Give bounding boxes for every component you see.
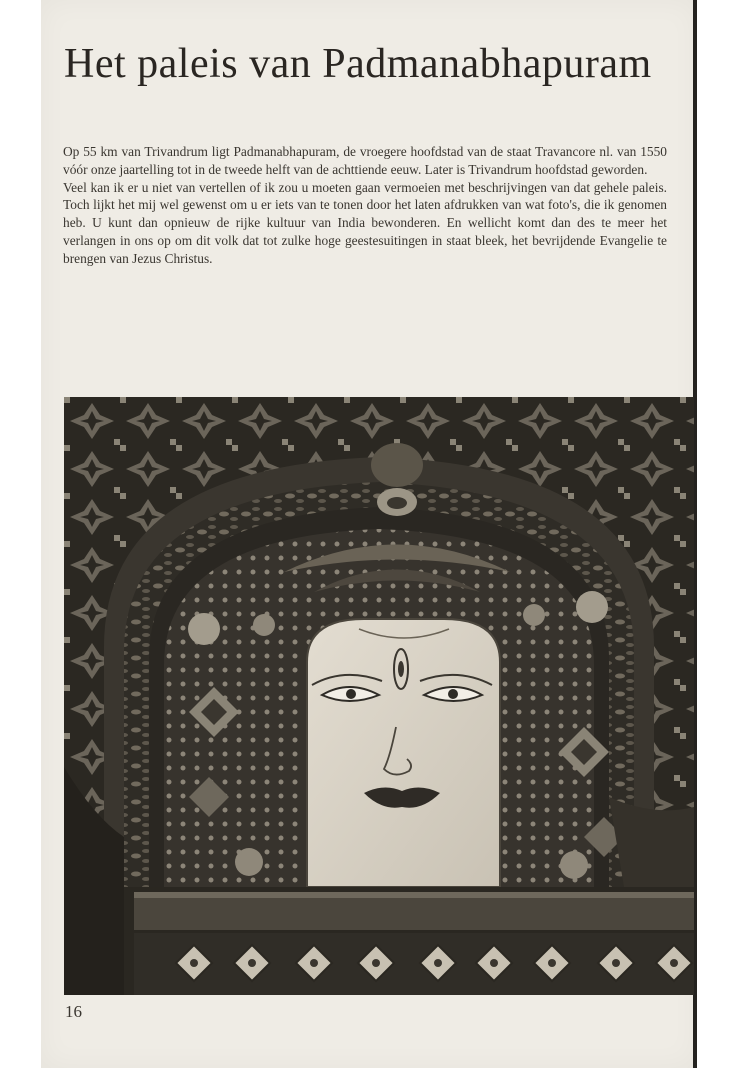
shrine-photograph	[64, 397, 694, 995]
body-text	[63, 143, 667, 268]
page-number: 16	[65, 1002, 82, 1021]
page-title: Het paleis van Padmanabhapuram	[64, 41, 652, 87]
paragraph-2: Veel kan ik er u niet van vertellen of ik zou u moeten gaan vermoeien met beschrijvingen van dat gehele paleis. Toch lijkt het mij wel gewenst om u er iets van te tonen door het laten afdrukken van wat foto's, die ik genomen heb. U kunt dan opnieuw de rijke kultuur van India bewonderen. En wellicht komt dan des te meer het verlangen in ons op om dit volk dat tot zulke hoge geestesuitingen in staat bleek, het bevrijdende Evangelie te brengen van Jezus Christus.	[63, 179, 667, 266]
paragraph-1: Op 55 km van Trivandrum ligt Padmanabhapuram, de vroegere hoofdstad van de staat Travancore nl. van 1550 vóór onze jaartelling tot in de tweede helft van de achttiende eeuw. Later is Trivandrum hoofdstad geworden.	[63, 144, 667, 177]
